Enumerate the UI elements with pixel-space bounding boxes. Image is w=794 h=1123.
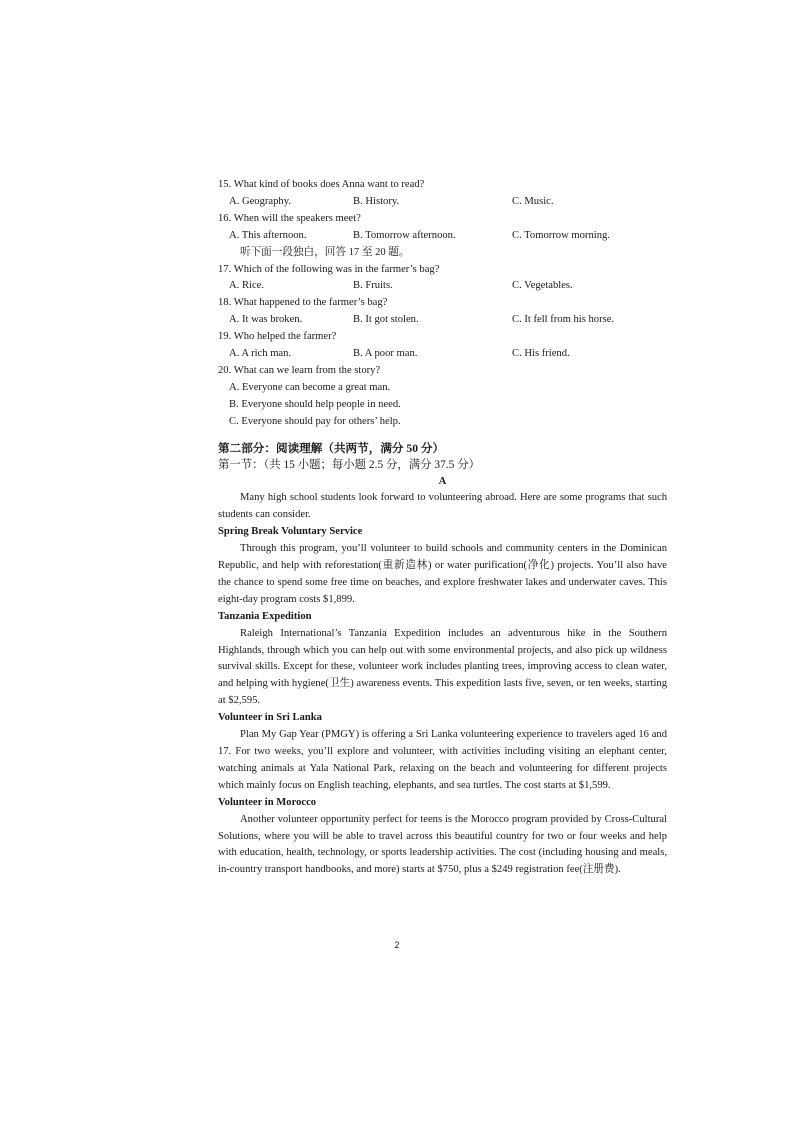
question-17-stem: 17. Which of the following was in the farmer’s bag? [218, 263, 440, 275]
question-17-option-a: A. Rice. [229, 280, 265, 292]
section-heading-sri-lanka: Volunteer in Sri Lanka [218, 712, 322, 724]
question-15-stem: 15. What kind of books does Anna want to read? [218, 179, 425, 190]
question-15-options [218, 194, 667, 211]
question-15-option-a: A. Geography. [229, 195, 291, 207]
section-heading-morocco: Volunteer in Morocco [218, 796, 317, 808]
section-heading-tanzania: Tanzania Expedition [218, 610, 312, 622]
question-20-option-b: B. Everyone should help people in need. [229, 398, 401, 410]
question-19-option-c: C. His friend. [512, 348, 570, 359]
question-19-options [218, 346, 667, 363]
part-two-title: 第二部分：阅读理解（共两节，满分 50 分） [218, 441, 445, 455]
listening-instruction: 听下面一段独白，回答 17 至 20 题。 [240, 246, 410, 258]
question-18-option-a: A. It was broken. [229, 314, 303, 326]
question-19-option-b: B. A poor man. [353, 348, 418, 359]
section-text-tanzania: Raleigh International’s Tanzania Expedition includes an adventurous hike in the Southern Highlands, through which you can help out with some environmental projects, and also pick up wildness survival skills. Except for these, volunteer work includes planting trees, improving access to clean water, and helping with hygiene(卫生) awareness events. This expedition lasts five, seven, or ten weeks, starting at $2,595. [218, 627, 667, 707]
question-20-option-a: A. Everyone can become a great man. [229, 381, 391, 393]
question-18-stem: 18. What happened to the farmer’s bag? [218, 297, 388, 309]
question-18-option-c: C. It fell from his horse. [512, 314, 615, 326]
passage-intro: Many high school students look forward to volunteering abroad. Here are some programs that such students can consider. [218, 492, 667, 521]
question-17-option-b: B. Fruits. [353, 280, 393, 292]
section-one-subtitle: 第一节：（共 15 小题；每小题 2.5 分，满分 37.5 分） [218, 458, 480, 471]
question-16-option-a: A. This afternoon. [229, 229, 307, 241]
section-heading-spring-break: Spring Break Voluntary Service [218, 526, 363, 538]
section-text-spring-break: Through this program, you’ll volunteer to build schools and community centers in the Dominican Republic, and help with reforestation(重新造林) or water purification(净化) projects. You’ll also have the chance to spend some free time on beaches, and explore freshwater lakes and underwater caves. This eight-day program costs $1,899. [218, 543, 667, 605]
question-15-option-c: C. Music. [512, 195, 554, 207]
question-20-stem: 20. What can we learn from the story? [218, 364, 381, 376]
passage-letter: A [438, 475, 447, 487]
question-16-option-c: C. Tomorrow morning. [512, 229, 610, 241]
question-15-option-b: B. History. [353, 195, 400, 207]
question-19-option-a: A. A rich man. [229, 348, 292, 359]
section-text-sri-lanka: Plan My Gap Year (PMGY) is offering a Sri Lanka volunteering experience to travelers aged 16 and 17. For two weeks, you’ll explore and volunteer, with activities including visiting an elephant center, watching animals at Yala National Park, relaxing on the beach and volunteering for different projects which mainly focus on English teaching, elephants, and sea turtles. The cost starts at $1,599. [218, 729, 667, 791]
question-16-option-b: B. Tomorrow afternoon. [353, 229, 456, 241]
question-16-stem: 16. When will the speakers meet? [218, 212, 361, 224]
page-number: 2 [394, 940, 400, 950]
question-18-option-b: B. It got stolen. [353, 314, 419, 326]
section-text-morocco: Another volunteer opportunity perfect for teens is the Morocco program provided by Cross-Cultural Solutions, where you will be able to travel across this beautiful country for two or four weeks and help with education, health, technology, or sports leadership activities. The cost (including housing and meals, in-country transport handbooks, and more) starts at $750, plus a $249 registration fee(注册费). [218, 813, 667, 876]
question-19-stem: 19. Who helped the farmer? [218, 331, 337, 343]
question-20-option-c: C. Everyone should pay for others’ help. [229, 415, 401, 427]
question-17-option-c: C. Vegetables. [512, 280, 573, 292]
question-18-options [218, 312, 667, 329]
question-16-options [218, 228, 667, 245]
question-17-options [218, 278, 667, 295]
exam-page-content [218, 177, 667, 879]
